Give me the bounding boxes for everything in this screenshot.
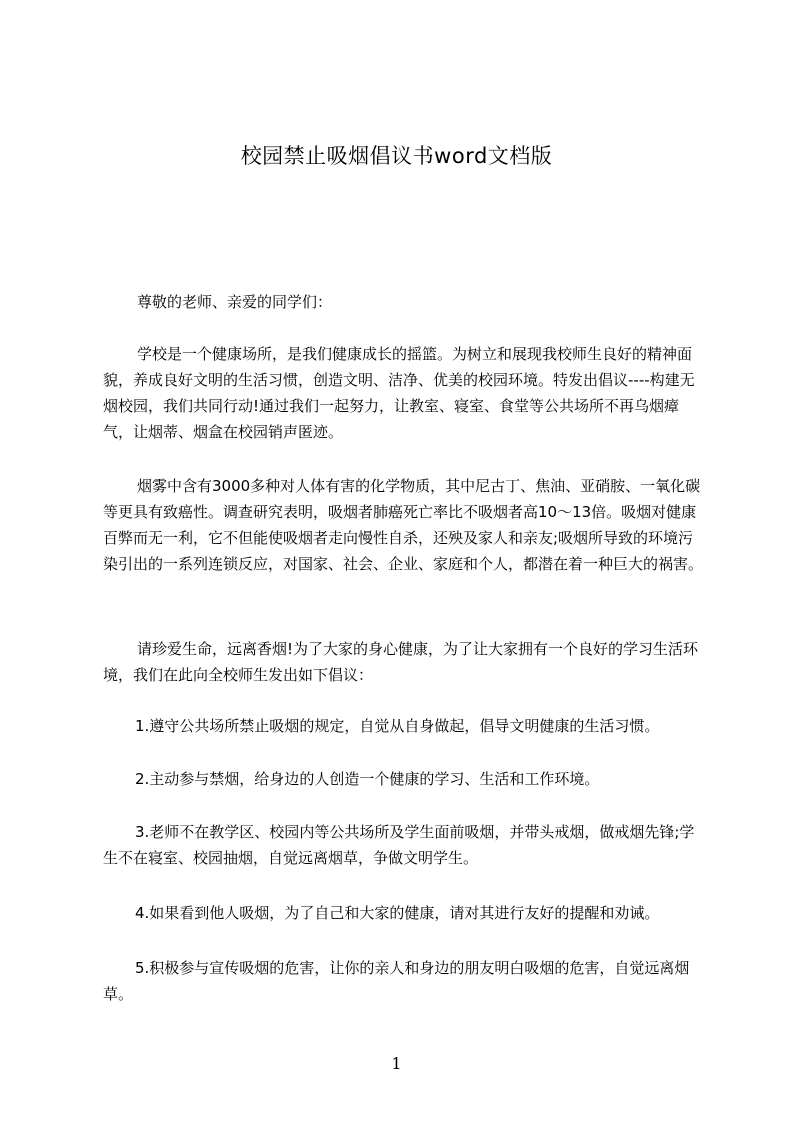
paragraph-smoke-harm: 烟雾中含有3000多种对人体有害的化学物质，其中尼古丁、焦油、亚硝胺、一氧化碳等更具有致癌性。调查研究表明，吸烟者肺癌死亡率比不吸烟者高10～13倍。吸烟对健康百弊而无一利，它不但能使吸烟者走向慢性自杀，还殃及家人和亲友;吸烟所导致的环境污染引出的一系列连锁反应，对国家、社会、企业、家庭和个人，都潜在着一种巨大的祸害。 xyxy=(103,477,703,573)
paragraph-intro: 学校是一个健康场所，是我们健康成长的摇篮。为树立和展现我校师生良好的精神面貌，养成良好文明的生活习惯，创造文明、洁净、优美的校园环境。特发出倡议----构建无烟校园，我们共同行动!通过我们一起努力，让教室、寝室、食堂等公共场所不再乌烟瘴气，让烟蒂、烟盒在校园销声匿迹。 xyxy=(103,345,695,441)
proposal-item: 1.遵守公共场所禁止吸烟的规定，自觉从自身做起，倡导文明健康的生活习惯。 xyxy=(135,717,660,735)
proposal-item: 3.老师不在教学区、校园内等公共场所及学生面前吸烟，并带头戒烟，做戒烟先锋;学生不在寝室、校园抽烟，自觉远离烟草，争做文明学生。 xyxy=(103,823,695,867)
proposal-item: 4.如果看到他人吸烟，为了自己和大家的健康，请对其进行友好的提醒和劝诫。 xyxy=(135,904,660,922)
greeting-line: 尊敬的老师、亲爱的同学们： xyxy=(137,293,333,311)
page-number: 1 xyxy=(391,1054,402,1073)
paragraph-call-to-action: 请珍爱生命，远离香烟!为了大家的身心健康，为了让大家拥有一个良好的学习生活环境，我们在此向全校师生发出如下倡议： xyxy=(103,640,699,684)
proposal-item: 2.主动参与禁烟，给身边的人创造一个健康的学习、生活和工作环境。 xyxy=(135,770,600,788)
document-title: 校园禁止吸烟倡议书word文档版 xyxy=(240,144,553,168)
proposal-item: 5.积极参与宣传吸烟的危害，让你的亲人和身边的朋友明白吸烟的危害，自觉远离烟草。 xyxy=(103,959,690,1003)
